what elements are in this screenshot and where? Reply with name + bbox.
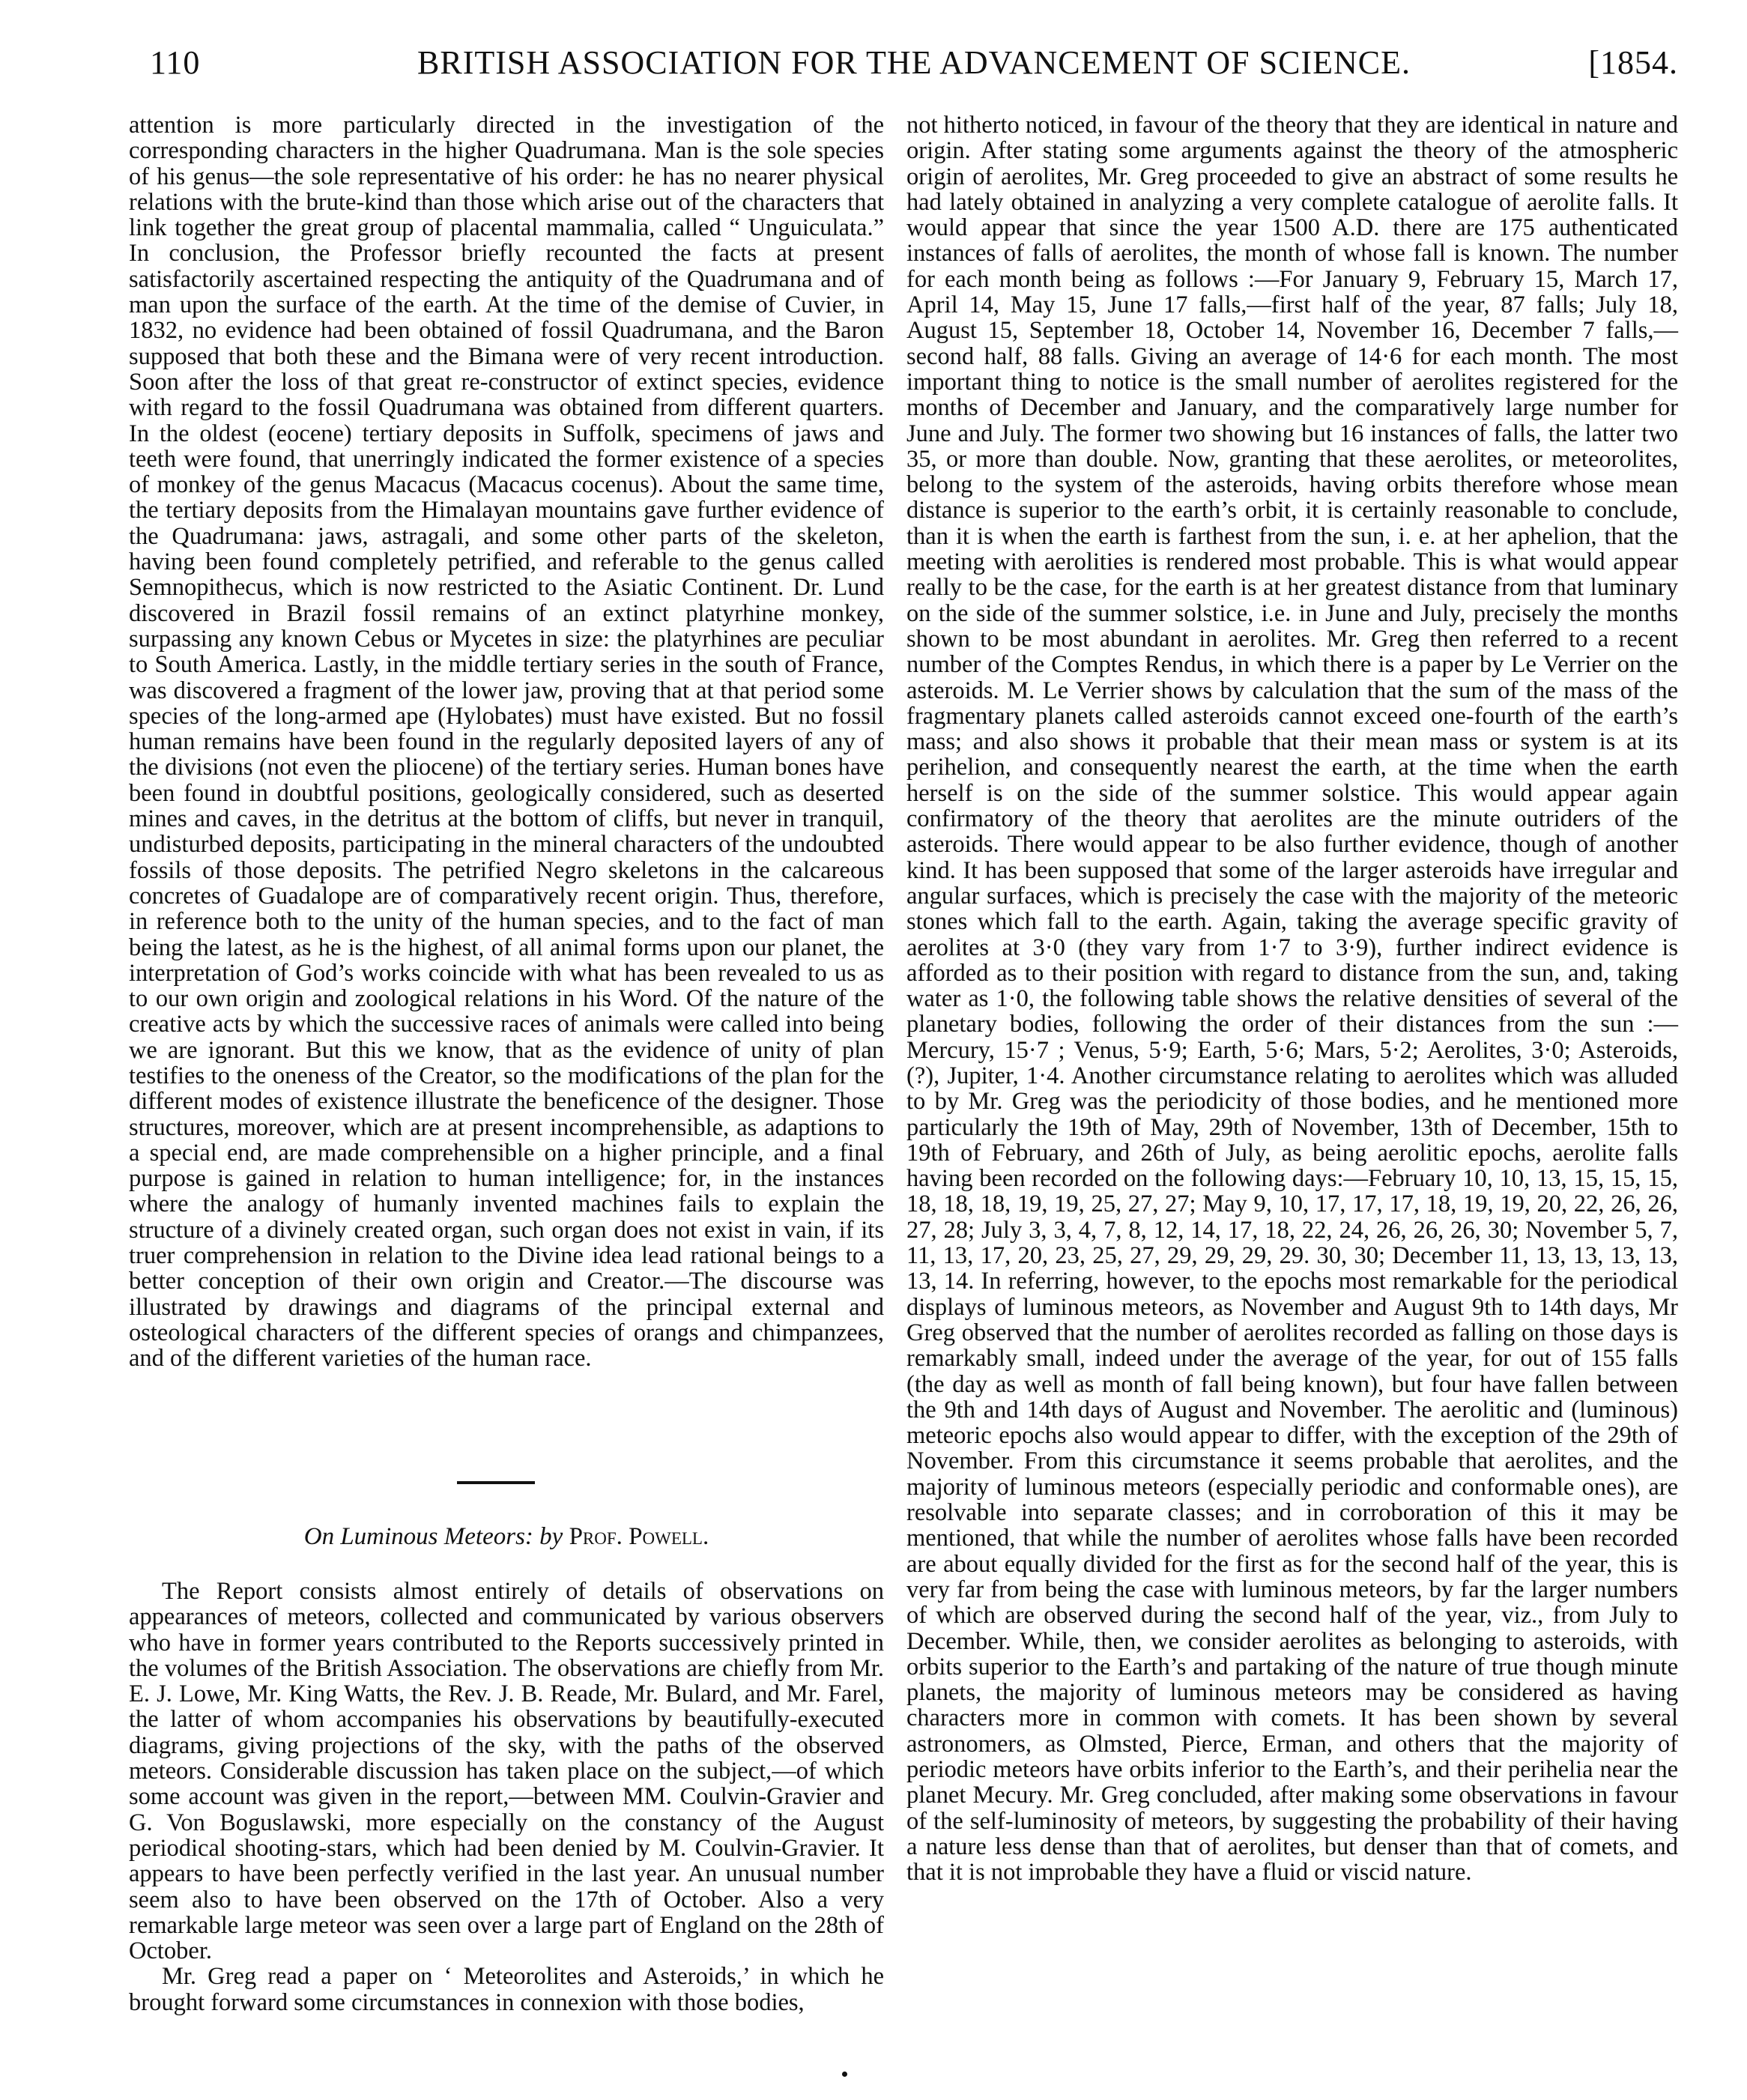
- left-paragraph-1: attention is more particularly directed in the investigation of the corresponding characters in the higher Quadrumana. Man is the sole species of his genus—the sole representative of his order: he has no nearer physical relations with the brute-kind than those which arise out of the characters that link together the great group of placental mammalia, called “ Unguiculata.” In conclusion, the Professor briefly recounted the facts at present satisfactorily ascertained respecting the antiquity of the Quadrumana and of man upon the surface of the earth. At the time of the demise of Cuvier, in 1832, no evidence had been obtained of fossil Quadrumana, and the Baron supposed that both these and the Bimana were of very recent introduction. Soon after the loss of that great re-constructor of extinct species, evidence with regard to the fossil Quadrumana was obtained from different quarters. In the oldest (eocene) tertiary deposits in Suffolk, specimens of jaws and teeth were found, that unerringly indicated the former existence of a species of monkey of the genus Macacus (Macacus cocenus). About the same time, the tertiary deposits from the Himalayan mountains gave further evidence of the Quadrumana: jaws, astragali, and some other parts of the skeleton, having been found completely petrified, and referable to the genus called Semnopithecus, which is now restricted to the Asiatic Continent. Dr. Lund discovered in Brazil fossil remains of an extinct platyrhine monkey, surpassing any known Cebus or Mycetes in size: the platyrhines are peculiar to South America. Lastly, in the middle tertiary series in the south of France, was discovered a fragment of the lower jaw, proving that at that period some species of the long-armed ape (Hylobates) must have existed. But no fossil human remains have been found in the regularly deposited layers of any of the divisions (not even the pliocene) of the tertiary series. Human bones have been found in doubtful positions, geologically considered, such as deserted mines and caves, in the detritus at the bottom of cliffs, but never in tranquil, undisturbed deposits, participating in the mineral characters of the undoubted fossils of those deposits. The petrified Negro skeletons in the calcareous concretes of Guadalope are of comparatively recent origin. Thus, therefore, in reference both to the unity of the human species, and to the fact of man being the latest, as he is the highest, of all animal forms upon our planet, the interpretation of God’s works coincide with what has been revealed to us as to our own origin and zoological relations in his Word. Of the nature of the creative acts by which the successive races of animals were called into being we are ignorant. But this we know, that as the evidence of unity of plan testifies to the oneness of the Creator, so the modifications of the plan for the different modes of existence illustrate the beneficence of the designer. Those structures, moreover, which are at present incomprehensible, as adaptions to a special end, are made comprehensible on a higher principle, and a final purpose is gained in relation to human intelligence; for, in the instances where the analogy of humanly invented machines fails to explain the structure of a divinely created organ, such organ does not exist in vain, if its truer comprehension in relation to the Divine idea lead rational beings to a better conception of their own origin and Creator.—The discourse was illustrated by drawings and diagrams of the principal external and osteological characters of the different species of orangs and chimpanzees, and of the different varieties of the human race.: [129, 112, 884, 1373]
- right-column: [906, 112, 1678, 1885]
- page-number: 110: [150, 44, 201, 81]
- section-heading: [129, 1523, 884, 1551]
- running-year: [1854.: [1588, 44, 1678, 81]
- right-paragraph-1: not hitherto noticed, in favour of the theory that they are identical in nature and origin. After stating some arguments against the theory of the atmospheric origin of aerolites, Mr. Greg proceeded to give an abstract of some results he had lately obtained in analyzing a very complete catalogue of aerolite falls. It would appear that since the year 1500 A.D. there are 175 authenticated instances of falls of aerolites, the month of whose fall is known. The number for each month being as follows :—For January 9, February 15, March 17, April 14, May 15, June 17 falls,—first half of the year, 87 falls; July 18, August 15, September 18, October 14, November 16, December 7 falls,—second half, 88 falls. Giving an average of 14·6 for each month. The most important thing to notice is the small number of aerolites registered for the months of December and January, and the comparatively large number for June and July. The former two showing but 16 instances of falls, the latter two 35, or more than double. Now, granting that these aerolites, or meteorolites, belong to the system of the asteroids, having orbits therefore whose mean distance is superior to the earth’s orbit, it is certainly reasonable to conclude, than it is when the earth is farthest from the sun, i. e. at her aphelion, that the meeting with aerolities is rendered most probable. This is what would appear really to be the case, for the earth is at her greatest distance from that luminary on the side of the summer solstice, i.e. in June and July, precisely the months shown to be most abundant in aerolites. Mr. Greg then referred to a recent number of the Comptes Rendus, in which there is a paper by Le Verrier on the asteroids. M. Le Verrier shows by calculation that the sum of the mass of the fragmentary planets called asteroids cannot exceed one-fourth of the earth’s mass; and also shows it probable that their mean mass or system is at its perihelion, and consequently nearest the earth, at the time when the earth herself is on the side of the summer solstice. This would appear again confirmatory of the theory that aerolites are the minute outriders of the asteroids. There would appear to be also further evidence, though of another kind. It has been supposed that some of the larger asteroids have irregular and angular surfaces, which is precisely the case with the majority of the meteoric stones which fall to the earth. Again, taking the average specific gravity of aerolites at 3·0 (they vary from 1·7 to 3·9), further indirect evidence is afforded as to their position with regard to distance from the sun, and, taking water as 1·0, the following table shows the relative densities of several of the planetary bodies, following the order of their distances from the sun :—Mercury, 15·7 ; Venus, 5·9; Earth, 5·6; Mars, 5·2; Aerolites, 3·0; Asteroids, (?), Jupiter, 1·4. Another circumstance relating to aerolites which was alluded to by Mr. Greg was the periodicity of those bodies, and he mentioned more particularly the 19th of May, 29th of November, 13th of December, 15th to 19th of February, and 26th of July, as being aerolitic epochs, aerolite falls having been recorded on the following days:—February 10, 10, 13, 15, 15, 15, 18, 18, 18, 19, 19, 25, 27, 27; May 9, 10, 17, 17, 17, 18, 19, 19, 20, 22, 26, 26, 27, 28; July 3, 3, 4, 7, 8, 12, 14, 17, 18, 22, 24, 26, 26, 26, 30; November 5, 7, 11, 13, 17, 20, 23, 25, 27, 29, 29, 29, 29. 30, 30; December 11, 13, 13, 13, 13, 13, 14. In referring, however, to the epochs most remarkable for the periodical displays of luminous meteors, as November and August 9th to 14th days, Mr Greg observed that the number of aerolites recorded as falling on those days is remarkably small, indeed under the average of the year, for out of 155 falls (the day as well as month of fall being known), but four have fallen between the 9th and 14th days of August and November. The aerolitic and (luminous) meteoric epochs also would appear to differ, with the exception of the 29th of November. From this circumstance it seems probable that aerolites, and the majority of luminous meteors (especially periodic and conformable ones), are resolvable into separate classes; and in corroboration of this it may be mentioned, that while the number of aerolites whose falls have been recorded are about equally divided for the first as for the second half of the year, this is very far from being the case with luminous meteors, by far the larger numbers of which are observed during the second half of the year, viz., from July to December. While, then, we consider aerolites as belonging to asteroids, with orbits superior to the Earth’s and partaking of the nature of true though minute planets, the majority of luminous meteors may be considered as having characters more in common with comets. It has been shown by several astronomers, as Olmsted, Pierce, Erman, and others that the majority of periodic meteors have orbits inferior to the Earth’s, and their perihelia near the planet Mecury. Mr. Greg concluded, after making some observations in favour of the self-luminosity of meteors, by suggesting the probability of their having a nature less dense than that of aerolites, but denser than that of comets, and that it is not improbable they have a fluid or viscid nature.: [906, 112, 1678, 1886]
- left-paragraph-3: Mr. Greg read a paper on ‘ Meteorolites and Asteroids,’ in which he brought forward some circumstances in connexion with those bodies,: [129, 1963, 884, 2016]
- page-mark: [842, 2072, 847, 2077]
- left-column-lower: [129, 1579, 884, 2015]
- left-paragraph-2: The Report consists almost entirely of details of observations on appearances of meteors, collected and communicated by various observers who have in former years contributed to the Reports successively printed in the volumes of the British Association. The observations are chiefly from Mr. E. J. Lowe, Mr. King Watts, the Rev. J. B. Reade, Mr. Bulard, and Mr. Farel, the latter of whom accompanies his observations by beautifully-executed diagrams, giving projections of the sky, with the paths of the observed meteors. Considerable discussion has taken place on the subject,—of which some account was given in the report,—between MM. Coulvin-Gravier and G. Von Boguslawski, more especially on the constancy of the August periodical shooting-stars, which had been denied by M. Coulvin-Gravier. It appears to have been perfectly verified in the last year. An unusual number seem also to have been observed on the 17th of October. Also a very remarkable large meteor was seen over a large part of England on the 28th of October.: [129, 1578, 884, 1965]
- running-header: [150, 43, 1678, 88]
- section-title-text: On Luminous Meteors: by: [303, 1523, 563, 1550]
- section-divider: [457, 1481, 535, 1484]
- left-column: [129, 112, 884, 1372]
- running-title: BRITISH ASSOCIATION FOR THE ADVANCEMENT OF SCIENCE.: [417, 44, 1411, 81]
- section-author: Prof. Powell.: [569, 1523, 709, 1550]
